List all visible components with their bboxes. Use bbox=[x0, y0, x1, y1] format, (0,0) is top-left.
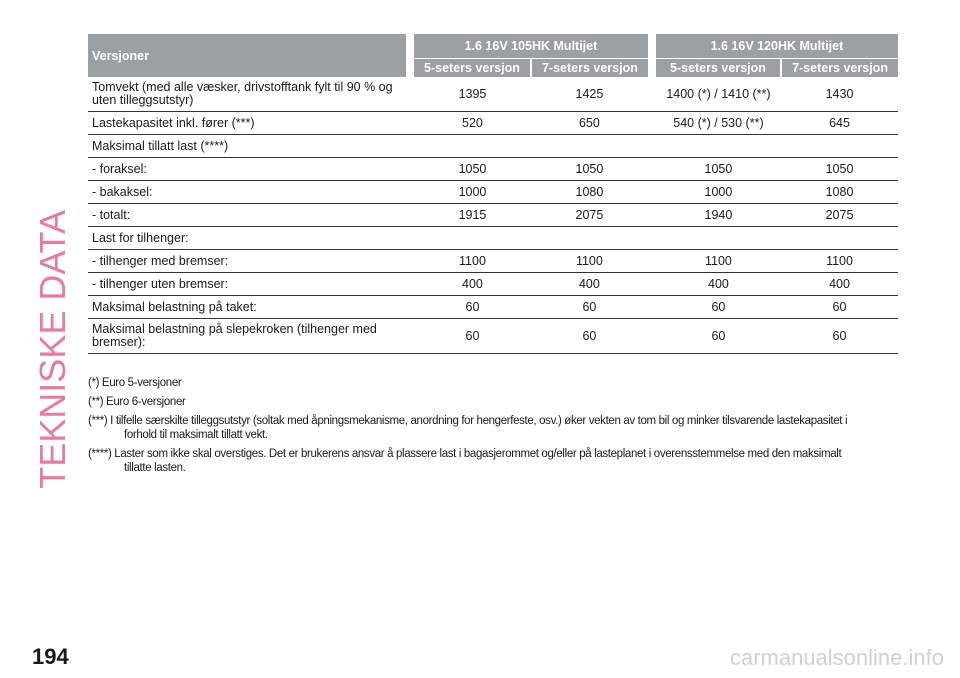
row-value: 1940 bbox=[656, 204, 781, 227]
row-value: 1395 bbox=[414, 77, 531, 112]
row-value: 540 (*) / 530 (**) bbox=[656, 112, 781, 135]
row-label: - tilhenger med bremser: bbox=[88, 250, 406, 273]
table-row bbox=[88, 250, 898, 273]
row-value bbox=[781, 227, 898, 250]
row-gap bbox=[406, 250, 414, 273]
row-gap bbox=[406, 204, 414, 227]
footnote-text: (**) Euro 6-versjoner bbox=[88, 396, 186, 408]
row-value bbox=[414, 227, 531, 250]
row-value: 1100 bbox=[656, 250, 781, 273]
footnote-continuation: forhold til maksimalt tillatt vekt. bbox=[124, 429, 268, 441]
row-label: Lastekapasitet inkl. fører (***) bbox=[88, 112, 406, 135]
row-value: 1400 (*) / 1410 (**) bbox=[656, 77, 781, 112]
row-value: 1425 bbox=[531, 77, 648, 112]
section-title-text: TEKNISKE DATA bbox=[32, 210, 73, 489]
row-value: 1080 bbox=[781, 181, 898, 204]
row-value: 60 bbox=[656, 296, 781, 319]
row-value: 60 bbox=[414, 296, 531, 319]
row-label: Last for tilhenger: bbox=[88, 227, 406, 250]
row-value: 60 bbox=[531, 319, 648, 354]
row-value: 520 bbox=[414, 112, 531, 135]
table-row bbox=[88, 112, 898, 135]
row-value: 1100 bbox=[531, 250, 648, 273]
row-label: - tilhenger uten bremser: bbox=[88, 273, 406, 296]
footnote bbox=[88, 447, 898, 475]
row-gap bbox=[648, 135, 656, 158]
row-gap bbox=[406, 158, 414, 181]
footnote bbox=[88, 395, 898, 409]
row-value bbox=[414, 135, 531, 158]
row-gap bbox=[648, 204, 656, 227]
table-row bbox=[88, 319, 898, 354]
footnote-continuation: tillatte lasten. bbox=[124, 462, 186, 474]
table-row bbox=[88, 158, 898, 181]
table-row bbox=[88, 135, 898, 158]
row-gap bbox=[648, 296, 656, 319]
row-value: 650 bbox=[531, 112, 648, 135]
row-value: 60 bbox=[414, 319, 531, 354]
row-value: 1100 bbox=[414, 250, 531, 273]
row-gap bbox=[648, 273, 656, 296]
row-gap bbox=[406, 181, 414, 204]
row-value: 1050 bbox=[656, 158, 781, 181]
subheader: 7-seters versjon bbox=[781, 59, 898, 78]
table-row bbox=[88, 227, 898, 250]
row-value: 2075 bbox=[781, 204, 898, 227]
row-gap bbox=[648, 227, 656, 250]
row-gap bbox=[406, 135, 414, 158]
subheader: 7-seters versjon bbox=[531, 59, 648, 78]
row-gap bbox=[406, 77, 414, 112]
row-value: 2075 bbox=[531, 204, 648, 227]
footnote bbox=[88, 414, 898, 442]
row-value bbox=[656, 227, 781, 250]
row-value: 1080 bbox=[531, 181, 648, 204]
row-value: 1000 bbox=[414, 181, 531, 204]
row-value: 400 bbox=[781, 273, 898, 296]
row-label: - foraksel: bbox=[88, 158, 406, 181]
row-label: Maksimal tillatt last (****) bbox=[88, 135, 406, 158]
row-value bbox=[531, 227, 648, 250]
row-value: 60 bbox=[656, 319, 781, 354]
row-value: 1915 bbox=[414, 204, 531, 227]
row-value: 60 bbox=[531, 296, 648, 319]
table-row bbox=[88, 77, 898, 112]
row-gap bbox=[648, 158, 656, 181]
row-gap bbox=[648, 112, 656, 135]
header-gap bbox=[648, 34, 656, 77]
row-value: 400 bbox=[531, 273, 648, 296]
table-row bbox=[88, 273, 898, 296]
row-gap bbox=[648, 181, 656, 204]
row-gap bbox=[406, 227, 414, 250]
footnote-text: (****) Laster som ikke skal overstiges. Det er brukerens ansvar å plassere last i bagasjerommet og/eller på lasteplanet i overensstemmelse med den maksimalt bbox=[88, 448, 842, 460]
row-label: Maksimal belastning på slepekroken (tilhenger med bremser): bbox=[88, 319, 406, 354]
row-value: 400 bbox=[656, 273, 781, 296]
table-row bbox=[88, 181, 898, 204]
row-gap bbox=[648, 77, 656, 112]
row-gap bbox=[406, 319, 414, 354]
row-gap bbox=[406, 296, 414, 319]
row-value: 400 bbox=[414, 273, 531, 296]
row-value bbox=[656, 135, 781, 158]
row-label: Tomvekt (med alle væsker, drivstofftank fylt til 90 % og uten tilleggsutstyr) bbox=[88, 77, 406, 112]
row-value bbox=[531, 135, 648, 158]
versions-header: Versjoner bbox=[88, 34, 406, 77]
subheader: 5-seters versjon bbox=[656, 59, 781, 78]
header-gap bbox=[406, 34, 414, 77]
table-row bbox=[88, 296, 898, 319]
spec-table bbox=[88, 34, 898, 354]
row-value: 60 bbox=[781, 296, 898, 319]
row-gap bbox=[648, 250, 656, 273]
row-value: 1050 bbox=[531, 158, 648, 181]
row-value: 1100 bbox=[781, 250, 898, 273]
row-value bbox=[781, 135, 898, 158]
footnote-text: (*) Euro 5-versjoner bbox=[88, 377, 182, 389]
row-label: - bakaksel: bbox=[88, 181, 406, 204]
footnote bbox=[88, 376, 898, 390]
row-label: - totalt: bbox=[88, 204, 406, 227]
row-label: Maksimal belastning på taket: bbox=[88, 296, 406, 319]
footnote-text: (***) I tilfelle særskilte tilleggsutstyr (soltak med åpningsmekanisme, anordning for hengerfeste, osv.) øker vekten av tom bil og minker tilsvarende lastekapasitet i bbox=[88, 415, 848, 427]
subheader: 5-seters versjon bbox=[414, 59, 531, 78]
page-number: 194 bbox=[32, 644, 69, 669]
row-value: 60 bbox=[781, 319, 898, 354]
section-title bbox=[32, 210, 73, 489]
watermark: carmanualsonline.info bbox=[729, 645, 944, 670]
row-value: 645 bbox=[781, 112, 898, 135]
engine-header-105: 1.6 16V 105HK Multijet bbox=[414, 34, 648, 59]
table-header-row bbox=[88, 34, 898, 59]
row-value: 1430 bbox=[781, 77, 898, 112]
row-value: 1050 bbox=[781, 158, 898, 181]
row-value: 1000 bbox=[656, 181, 781, 204]
row-gap bbox=[406, 273, 414, 296]
table-row bbox=[88, 204, 898, 227]
footnotes bbox=[88, 376, 898, 480]
row-value: 1050 bbox=[414, 158, 531, 181]
table-body bbox=[88, 77, 898, 354]
engine-header-120: 1.6 16V 120HK Multijet bbox=[656, 34, 898, 59]
row-gap bbox=[406, 112, 414, 135]
row-gap bbox=[648, 319, 656, 354]
